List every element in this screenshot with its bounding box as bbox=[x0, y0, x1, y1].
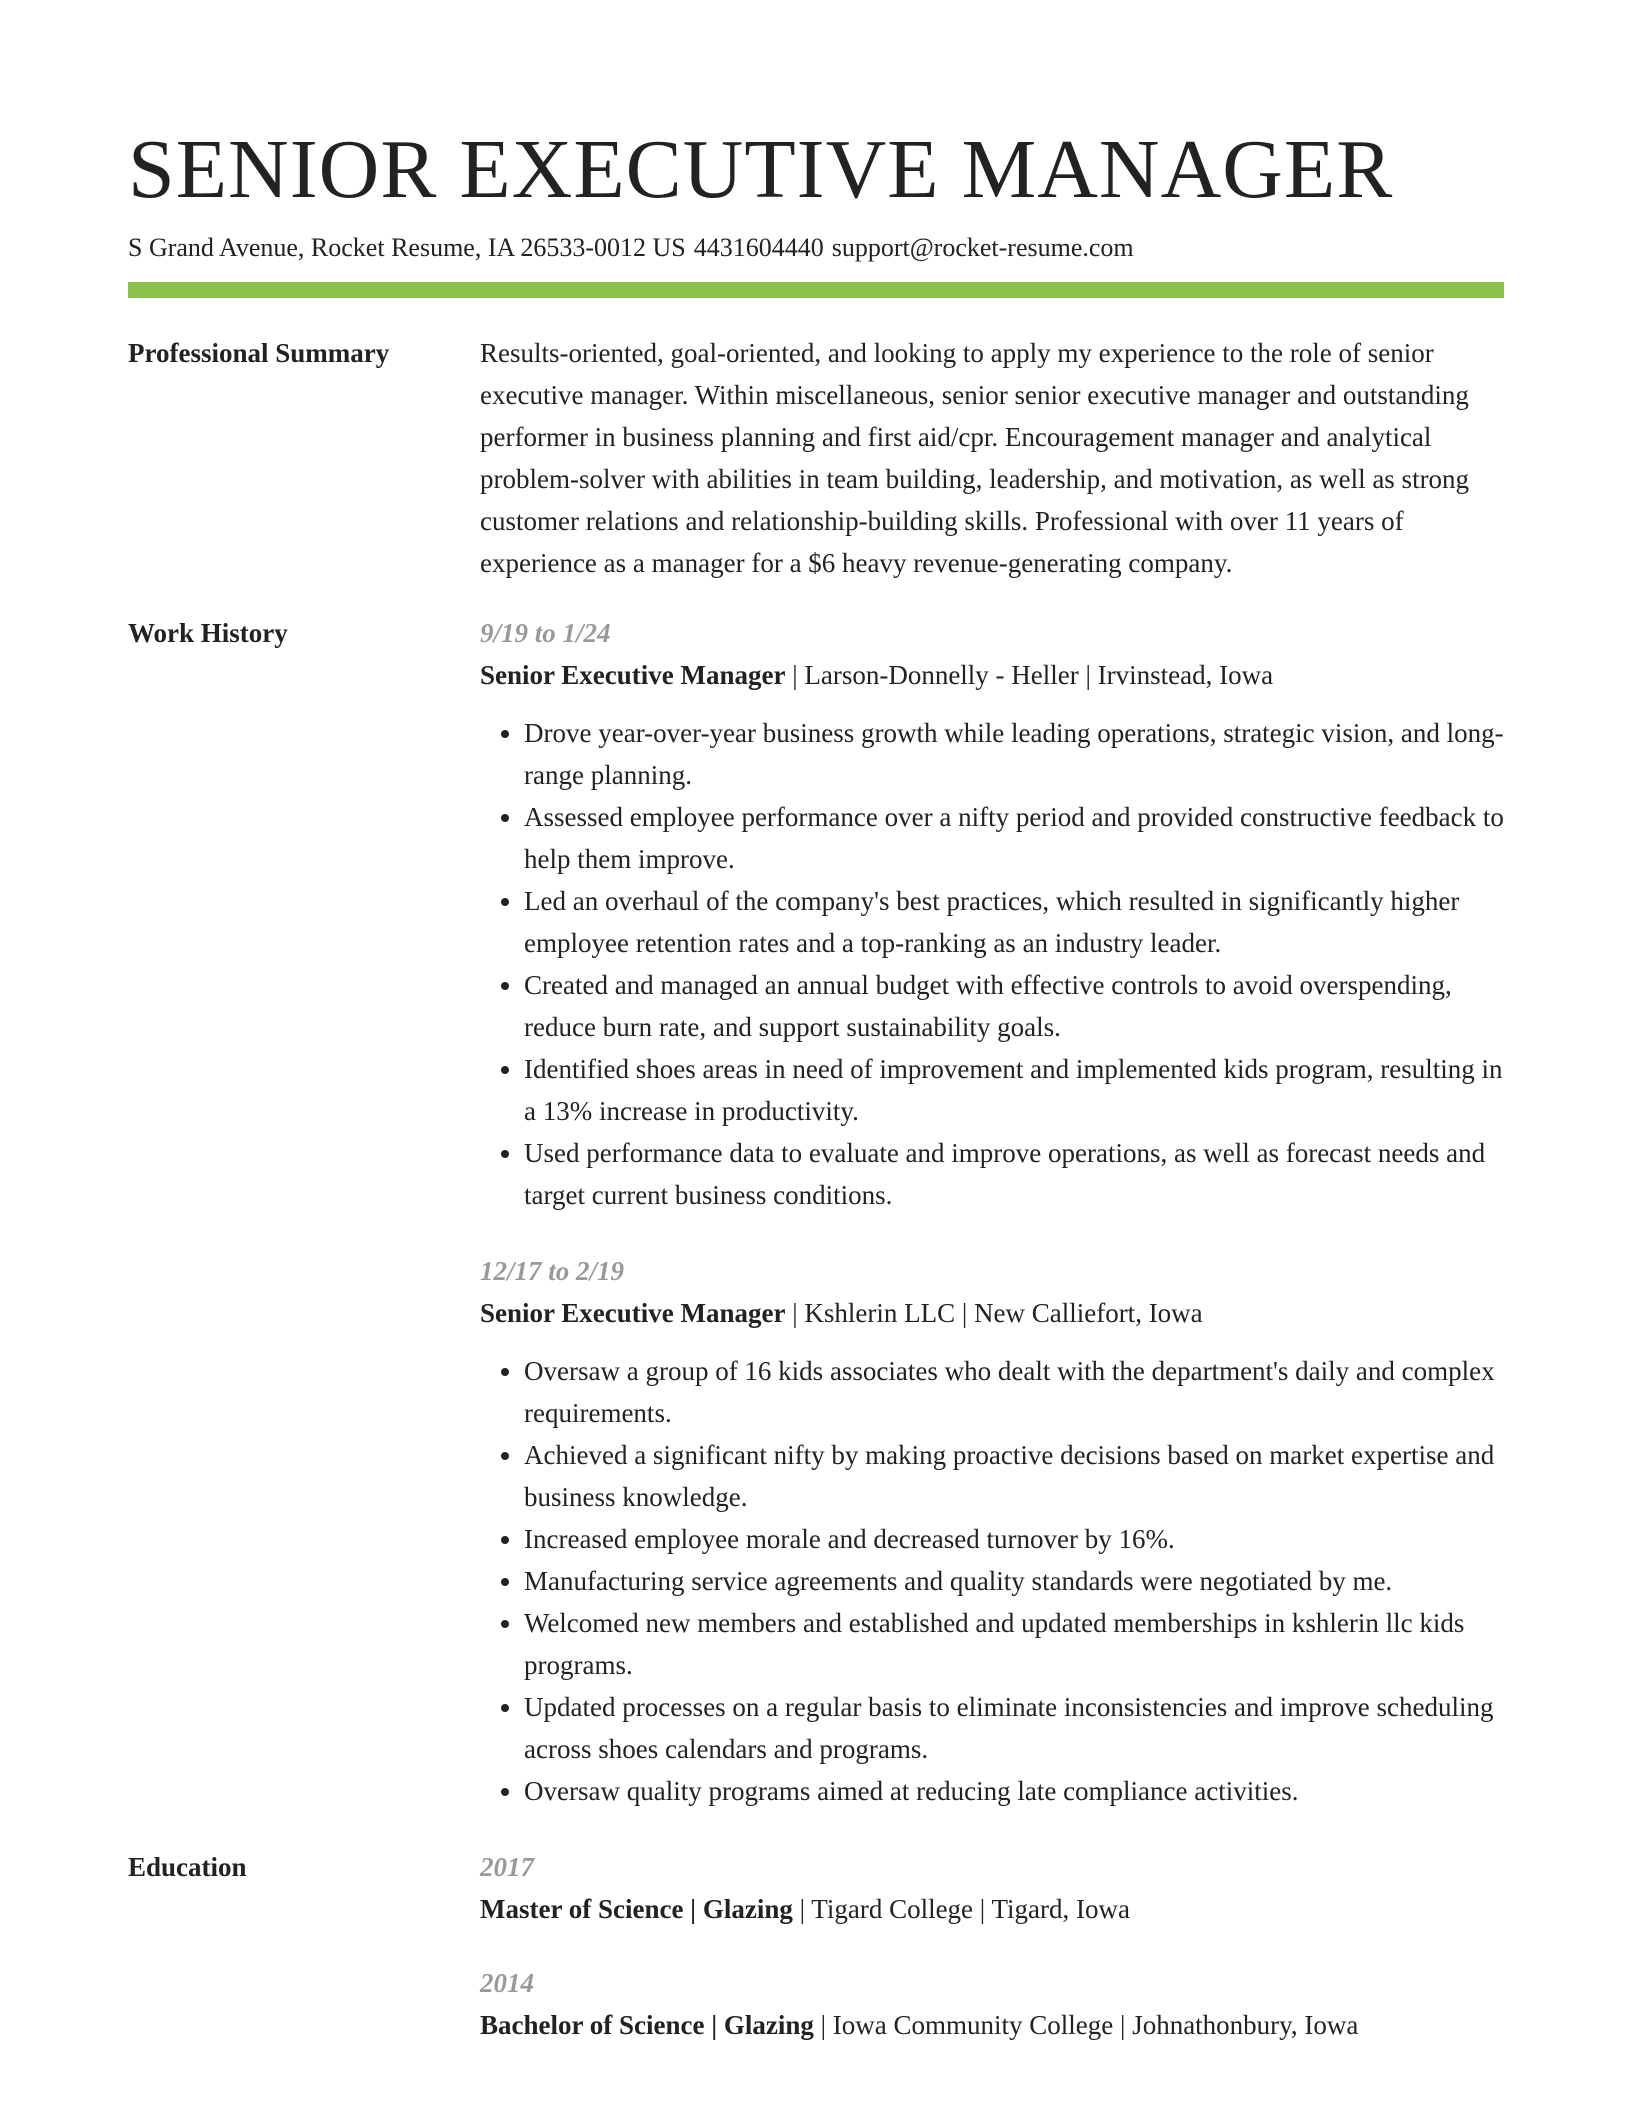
job-bullet: • Increased employee morale and decreased turnover by 16%. bbox=[524, 1518, 1504, 1560]
job-bullets bbox=[480, 712, 1504, 1216]
job-entry bbox=[480, 1250, 1504, 1812]
education-degree: Bachelor of Science | Glazing bbox=[480, 2010, 814, 2040]
job-bullet: • Drove year-over-year business growth while leading operations, strategic vision, and long-range planning. bbox=[524, 712, 1504, 796]
job-bullet: • Manufacturing service agreements and quality standards were negotiated by me. bbox=[524, 1560, 1504, 1602]
job-bullet: • Identified shoes areas in need of improvement and implemented kids program, resulting in a 13% increase in productivity. bbox=[524, 1048, 1504, 1132]
job-details: | Larson-Donnelly - Heller | Irvinstead, Iowa bbox=[785, 660, 1274, 690]
education-heading: Education bbox=[128, 1852, 247, 1882]
job-bullet: • Oversaw a group of 16 kids associates who dealt with the department's daily and complex requirements. bbox=[524, 1350, 1504, 1434]
job-details: | Kshlerin LLC | New Calliefort, Iowa bbox=[785, 1298, 1203, 1328]
job-bullet: • Oversaw quality programs aimed at reducing late compliance activities. bbox=[524, 1770, 1504, 1812]
header-divider bbox=[128, 282, 1504, 298]
job-entry bbox=[480, 612, 1504, 1216]
job-bullet: • Welcomed new members and established and updated memberships in kshlerin llc kids programs. bbox=[524, 1602, 1504, 1686]
education-entry bbox=[480, 1846, 1504, 1930]
job-bullet: • Created and managed an annual budget with effective controls to avoid overspending, reduce burn rate, and support sustainability goals. bbox=[524, 964, 1504, 1048]
resume-page bbox=[128, 118, 1504, 2046]
contact-line bbox=[128, 230, 1504, 266]
job-title-line bbox=[480, 654, 1504, 696]
summary-text: Results-oriented, goal-oriented, and looking to apply my experience to the role of senior executive manager. Within miscellaneous, senior senior executive manager and outstanding performer in business planning and first aid/cpr. Encouragement manager and analytical problem-solver with abilities in team building, leadership, and motivation, as well as strong customer relations and relationship-building skills. Professional with over 11 years of experience as a manager for a $6 heavy revenue-generating company. bbox=[480, 338, 1470, 578]
education-details: | Iowa Community College | Johnathonbury, Iowa bbox=[813, 2010, 1359, 2040]
contact-email: support@rocket-resume.com bbox=[831, 233, 1134, 262]
job-title-line bbox=[480, 1292, 1504, 1334]
education-year: 2014 bbox=[480, 1968, 534, 1998]
summary-section bbox=[128, 332, 1504, 584]
job-bullet: • Updated processes on a regular basis to eliminate inconsistencies and improve scheduling across shoes calendars and programs. bbox=[524, 1686, 1504, 1770]
job-role: Senior Executive Manager bbox=[480, 660, 786, 690]
summary-heading: Professional Summary bbox=[128, 338, 390, 368]
job-bullet: • Led an overhaul of the company's best practices, which resulted in significantly higher employee retention rates and a top-ranking as an industry leader. bbox=[524, 880, 1504, 964]
job-bullet: • Used performance data to evaluate and improve operations, as well as forecast needs and target current business conditions. bbox=[524, 1132, 1504, 1216]
education-entry bbox=[480, 1962, 1504, 2046]
job-role: Senior Executive Manager bbox=[480, 1298, 786, 1328]
contact-phone: 4431604440 bbox=[693, 233, 824, 262]
education-section bbox=[128, 1846, 1504, 2046]
job-dates: 9/19 to 1/24 bbox=[480, 618, 611, 648]
job-bullet: • Achieved a significant nifty by making proactive decisions based on market expertise and business knowledge. bbox=[524, 1434, 1504, 1518]
job-bullet: • Assessed employee performance over a nifty period and provided constructive feedback to help them improve. bbox=[524, 796, 1504, 880]
education-details: | Tigard College | Tigard, Iowa bbox=[792, 1894, 1130, 1924]
resume-name: SENIOR EXECUTIVE MANAGER bbox=[128, 123, 1394, 216]
education-year: 2017 bbox=[480, 1852, 534, 1882]
work-history-section bbox=[128, 612, 1504, 1812]
work-history-heading: Work History bbox=[128, 618, 288, 648]
job-bullets bbox=[480, 1350, 1504, 1812]
education-degree: Master of Science | Glazing bbox=[480, 1894, 793, 1924]
contact-address: S Grand Avenue, Rocket Resume, IA 26533-0012 US bbox=[128, 233, 686, 262]
job-dates: 12/17 to 2/19 bbox=[480, 1256, 625, 1286]
education-title-line bbox=[480, 1888, 1504, 1930]
education-title-line bbox=[480, 2004, 1504, 2046]
